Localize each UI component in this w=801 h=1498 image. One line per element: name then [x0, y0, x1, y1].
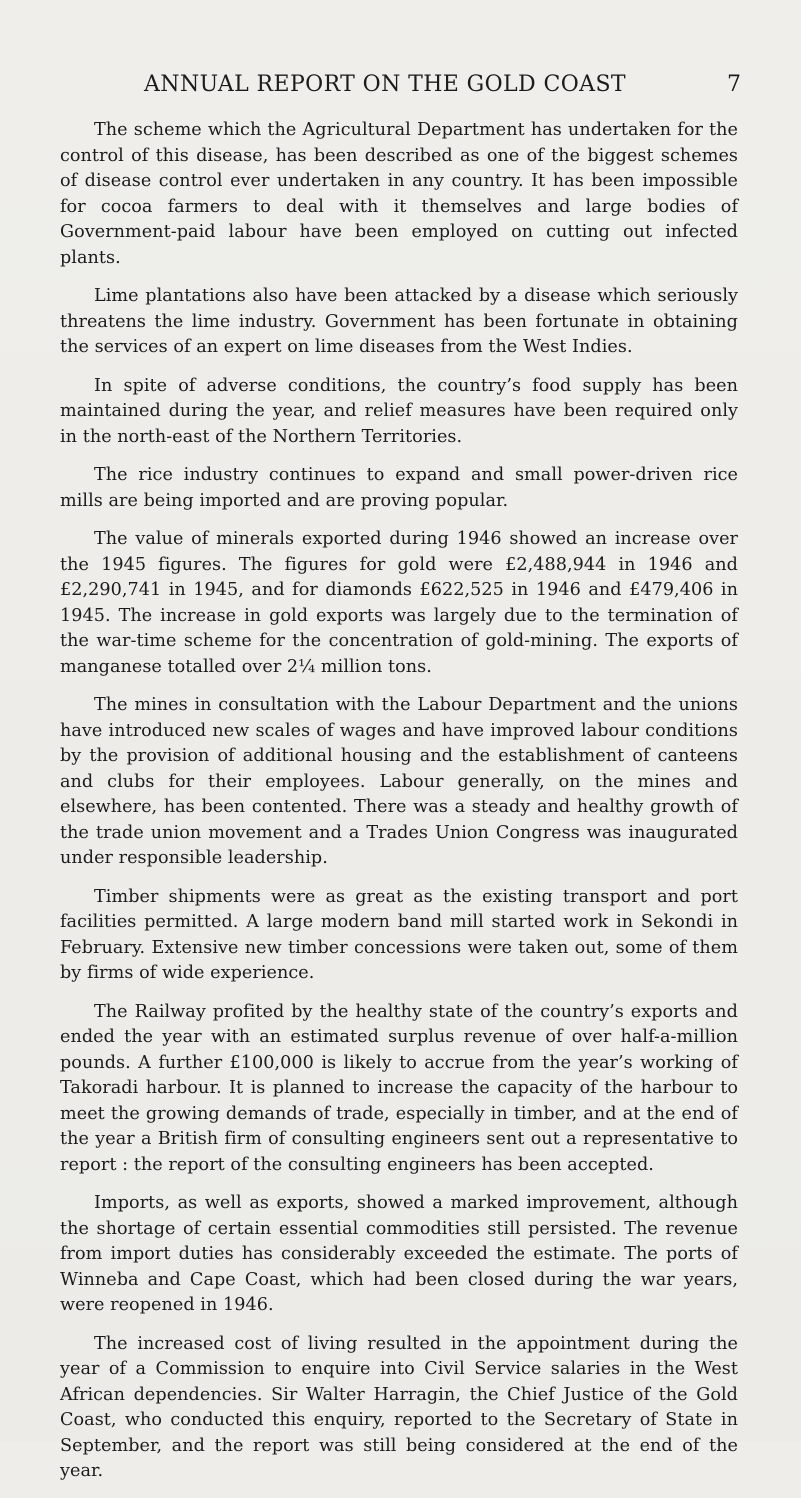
paragraph-mines-labour: The mines in consultation with the Labour Department and the unions have introduced new scales of wages and have improved labour conditions by the provision of additional housing and the establishment of canteens and clubs for their employees. Labour generally, on the mines and elsewhere, has been contented. There was a steady and healthy growth of the trade union movement and a Trades Union Congress was inaugurated under responsible leadership. [60, 695, 738, 868]
paragraph-civil-service-commission: The increased cost of living resulted in the appointment during the year of a Commission to enquire into Civil Service salaries in the West African dependencies. Sir Walter Harragin, the Chief Justice of the Gold Coast, who conducted this enquiry, reported to the Secretary of State in September, and the report was still being considered at the end of the year. [60, 1333, 738, 1481]
paragraph-imports: Imports, as well as exports, showed a marked improvement, although the shortage of certain essential commodities still persisted. The revenue from import duties has considerably exceeded the estimate. The ports of Winneba and Cape Coast, which had been closed during the war years, were reopened in 1946. [60, 1193, 738, 1315]
page-number: 7 [727, 72, 741, 97]
body-text [60, 118, 738, 1498]
paragraph-mineral-exports: The value of minerals exported during 1946 showed an increase over the 1945 figures. The figures for gold were £2,488,944 in 1946 and £2,290,741 in 1945, and for diamonds £622,525 in 1946 and £479,406 in 1945. The increase in gold exports was largely due to the termination of the war-time scheme for the concentration of gold-mining. The exports of manganese totalled over 2¼ million tons. [60, 529, 738, 677]
paragraph-timber-shipments: Timber shipments were as great as the existing transport and port facilities permitted. A large modern band mill started work in Sekondi in February. Extensive new timber concessions were taken out, some of them by firms of wide experience. [60, 886, 738, 983]
paragraph-cocoa-disease-control: The scheme which the Agricultural Department has undertaken for the control of this disease, has been described as one of the biggest schemes of disease control ever undertaken in any country. It has been impossible for cocoa farmers to deal with it themselves and large bodies of Government-paid labour have been employed on cutting out infected plants. [60, 120, 738, 268]
paragraph-railway-harbour: The Railway profited by the healthy state of the country’s exports and ended the year with an estimated surplus revenue of over half-a-million pounds. A further £100,000 is likely to accrue from the year’s working of Takoradi harbour. It is planned to increase the capacity of the harbour to meet the growing demands of trade, especially in timber, and at the end of the year a British firm of consulting engineers sent out a representative to report : the report of the consulting engineers has been accepted. [60, 1001, 738, 1175]
paragraph-food-supply: In spite of adverse conditions, the country’s food supply has been maintained during the year, and relief measures have been required only in the north-east of the Northern Territories. [60, 375, 738, 447]
paragraph-lime-disease: Lime plantations also have been attacked by a disease which seriously threatens the lime industry. Government has been fortunate in obtaining the services of an expert on lime diseases from the West Indies. [60, 286, 738, 357]
paragraph-rice-industry: The rice industry continues to expand and small power-driven rice mills are being imported and are proving popular. [60, 465, 738, 511]
running-header [60, 72, 741, 104]
running-title: ANNUAL REPORT ON THE GOLD COAST [144, 72, 626, 97]
